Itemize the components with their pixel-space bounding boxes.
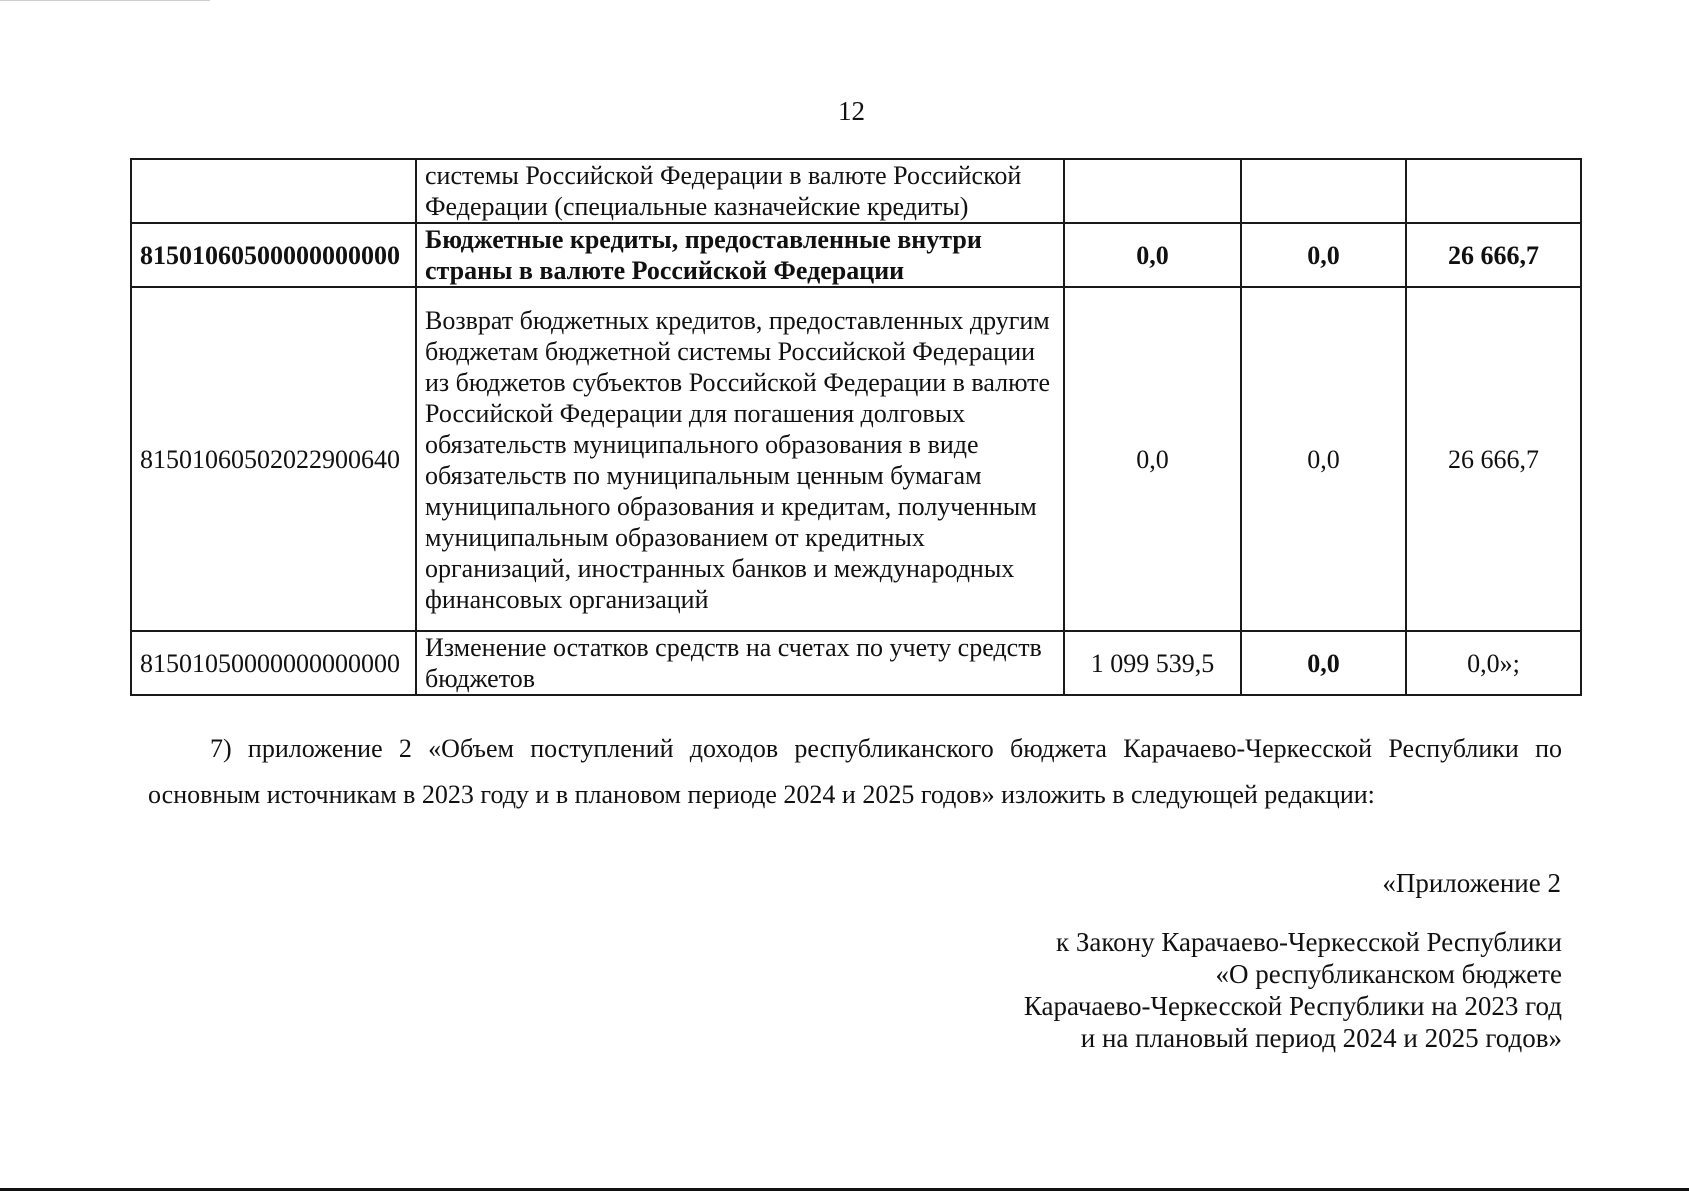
appendix-title: «Приложение 2 [1382, 868, 1561, 898]
amount-2024-cell [1241, 159, 1406, 223]
table-row [131, 223, 1581, 287]
appendix-ref-line: и на плановый период 2024 и 2025 годов» [1080, 1023, 1562, 1053]
amount-2024-cell: 0,0 [1241, 631, 1406, 695]
amount-2024-cell: 0,0 [1241, 223, 1406, 287]
budget-code-cell: 81501060502022900640 [131, 287, 416, 631]
source-name-cell: Бюджетные кредиты, предоставленные внутри страны в валюте Российской Федерации [416, 223, 1064, 287]
amount-2025-cell: 26 666,7 [1406, 287, 1581, 631]
appendix-ref-line: к Закону Карачаево-Черкесской Республики [1056, 927, 1562, 957]
amount-2025-cell [1406, 159, 1581, 223]
amount-2025-cell: 0,0»; [1406, 631, 1581, 695]
amount-2023-cell: 0,0 [1064, 287, 1241, 631]
appendix-ref-line: Карачаево-Черкесской Республики на 2023 год [1023, 991, 1562, 1021]
amount-2023-cell: 1 099 539,5 [1064, 631, 1241, 695]
page-number: 12 [838, 96, 865, 126]
amount-2023-cell [1064, 159, 1241, 223]
appendix-ref-line: «О республиканском бюджете [1215, 959, 1562, 989]
budget-sources-table [130, 158, 1582, 696]
amount-2025-cell: 26 666,7 [1406, 223, 1581, 287]
appendix-law-reference [862, 926, 1562, 1054]
amount-2023-cell: 0,0 [1064, 223, 1241, 287]
table-row [131, 159, 1581, 223]
amendment-paragraph: 7) приложение 2 «Объем поступлений доходов республиканского бюджета Карачаево-Черкесской Республики по основным источникам в 2023 году и в плановом периоде 2024 и 2025 годов» изложить в следующей редакции: [148, 734, 1562, 809]
top-edge-rule [0, 0, 210, 1]
bottom-edge-rule [0, 1188, 1689, 1191]
table-row [131, 631, 1581, 695]
source-name-cell: Изменение остатков средств на счетах по учету средств бюджетов [416, 631, 1064, 695]
budget-code-cell: 81501050000000000000 [131, 631, 416, 695]
source-name-cell: системы Российской Федерации в валюте Российской Федерации (специальные казначейские кредиты) [416, 159, 1064, 223]
source-name-cell: Возврат бюджетных кредитов, предоставленных другим бюджетам бюджетной системы Российской Федерации из бюджетов субъектов Российской Федерации в валюте Российской Федерации для погашения долговых обязательств муниципального образования в виде обязательств по муниципальным ценным бумагам муниципального образования и кредитам, полученным муниципальным образованием от кредитных организаций, иностранных банков и международных финансовых организаций [416, 287, 1064, 631]
budget-code-cell [131, 159, 416, 223]
budget-code-cell: 81501060500000000000 [131, 223, 416, 287]
amount-2024-cell: 0,0 [1241, 287, 1406, 631]
table-row [131, 287, 1581, 631]
